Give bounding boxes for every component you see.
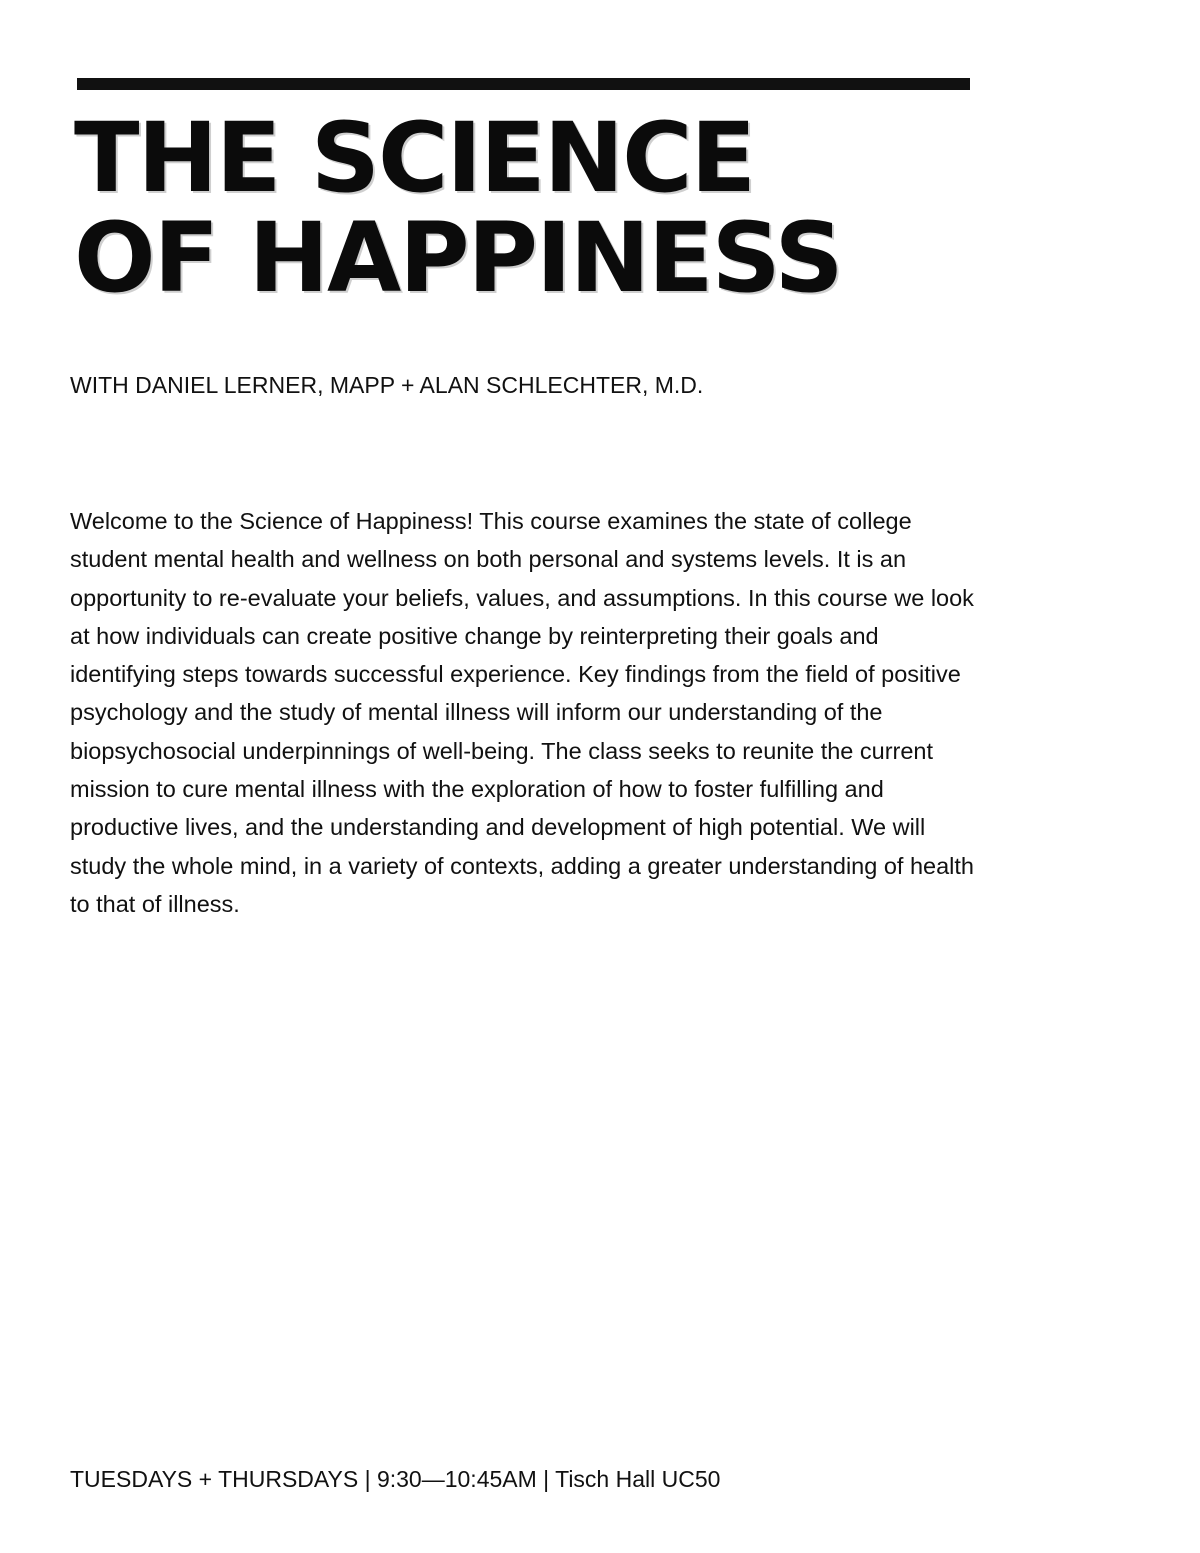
schedule-line: TUESDAYS + THURSDAYS | 9:30—10:45AM | Tisch Hall UC50 (70, 1466, 721, 1492)
title-line-2: OF HAPPINESS (74, 202, 842, 314)
title-line-1: THE SCIENCE (74, 102, 755, 214)
top-rule (77, 78, 970, 90)
course-description: Welcome to the Science of Happiness! This course examines the state of college student mental health and wellness on both personal and systems levels. It is an opportunity to re-evaluate your beliefs, values, and assumptions. In this course we look at how individuals can create positive change by reinterpreting their goals and identifying steps towards successful experience. Key findings from the field of positive psychology and the study of mental illness will inform our understanding of the biopsychosocial underpinnings of well-being. The class seeks to reunite the current mission to cure mental illness with the exploration of how to foster fulfilling and productive lives, and the understanding and development of high potential. We will study the whole mind, in a variety of contexts, adding a greater understanding of health to that of illness. (70, 508, 975, 917)
instructors-line: WITH DANIEL LERNER, MAPP + ALAN SCHLECHTER, M.D. (70, 372, 704, 398)
page-title (74, 102, 842, 314)
